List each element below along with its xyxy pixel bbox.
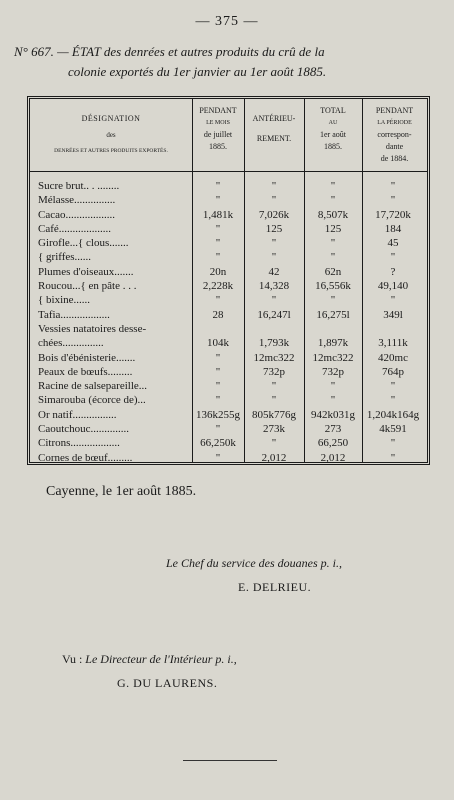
table-row bbox=[30, 265, 427, 279]
row-value: 62n bbox=[324, 265, 342, 278]
row-value: 17,720k bbox=[375, 208, 411, 221]
header-designation-line: DENRÉES ET AUTRES PRODUITS EXPORTÉS. bbox=[54, 148, 168, 154]
row-value: " bbox=[390, 180, 396, 192]
table-row bbox=[30, 408, 427, 422]
row-value: " bbox=[271, 194, 277, 207]
header-col-prior bbox=[244, 99, 304, 171]
row-value: 104k bbox=[207, 337, 229, 350]
header-line: PENDANT bbox=[375, 106, 414, 115]
row-value: " bbox=[215, 451, 221, 464]
row-label: Roucou...{ en pâte . . . bbox=[38, 280, 137, 293]
row-value: " bbox=[215, 380, 221, 393]
header-line: TOTAL bbox=[320, 106, 346, 115]
heading-line-2: colonie exportés du 1er janvier au 1er août 1885. bbox=[68, 64, 327, 79]
row-value: 49,140 bbox=[377, 280, 409, 293]
table-row bbox=[30, 365, 427, 379]
approval-prefix: Vu : bbox=[62, 652, 83, 666]
signature-title-customs: Le Chef du service des douanes p. i., bbox=[166, 556, 342, 570]
row-value: 805k776g bbox=[252, 408, 296, 421]
header-designation bbox=[30, 99, 192, 171]
header-line: de 1884. bbox=[380, 154, 409, 163]
row-value: 420mc bbox=[378, 351, 408, 364]
row-value: " bbox=[390, 380, 396, 393]
row-value: " bbox=[215, 294, 221, 307]
header-col-1884 bbox=[362, 99, 427, 171]
header-line: AU bbox=[328, 120, 338, 126]
table-row bbox=[30, 250, 427, 264]
row-value: 136k255g bbox=[196, 408, 240, 421]
table-row bbox=[30, 208, 427, 222]
row-value: " bbox=[271, 394, 277, 407]
row-value: 20n bbox=[209, 265, 227, 278]
header-line: 1885. bbox=[324, 142, 342, 151]
row-value: " bbox=[330, 194, 336, 207]
row-value: 2,012 bbox=[320, 451, 346, 464]
header-line: de juillet bbox=[203, 130, 233, 139]
header-line: dante bbox=[385, 142, 404, 151]
row-value: " bbox=[271, 251, 277, 264]
table-row bbox=[30, 451, 427, 465]
row-value: 2,012 bbox=[261, 451, 287, 464]
row-value: 184 bbox=[384, 222, 402, 235]
row-label: Girofle...{ clous....... bbox=[38, 237, 129, 250]
row-value: " bbox=[390, 451, 396, 464]
row-value: 1,793k bbox=[258, 337, 290, 350]
signature-name-director: G. DU LAURENS. bbox=[117, 676, 218, 690]
header-line: REMENT. bbox=[256, 134, 292, 143]
bottom-rule bbox=[183, 760, 277, 761]
row-value: 14,328 bbox=[258, 280, 290, 293]
header-designation-line: DÉSIGNATION bbox=[81, 114, 141, 123]
row-value: " bbox=[330, 380, 336, 393]
table-row bbox=[30, 179, 427, 193]
signature-name-customs: E. DELRIEU. bbox=[238, 580, 312, 594]
table-row bbox=[30, 308, 427, 322]
row-value: " bbox=[271, 380, 277, 393]
row-value: " bbox=[215, 194, 221, 207]
row-value: " bbox=[330, 394, 336, 407]
table-row bbox=[30, 351, 427, 365]
row-value: 28 bbox=[212, 308, 224, 321]
row-label: Mélasse............... bbox=[38, 194, 116, 207]
row-value: " bbox=[390, 394, 396, 407]
row-value: " bbox=[390, 251, 396, 264]
row-value: 66,250k bbox=[200, 437, 236, 450]
row-label: Bois d'ébénisterie....... bbox=[38, 351, 136, 364]
row-value: 125 bbox=[265, 222, 283, 235]
table-header bbox=[30, 99, 427, 172]
document-heading bbox=[14, 42, 444, 82]
row-label: Café................... bbox=[38, 222, 112, 235]
table-row bbox=[30, 336, 427, 350]
table-row bbox=[30, 279, 427, 293]
row-label: Citrons.................. bbox=[38, 437, 120, 450]
row-value: ? bbox=[390, 265, 396, 278]
row-value: " bbox=[215, 222, 221, 235]
row-label: Peaux de bœufs......... bbox=[38, 365, 133, 378]
heading-line-1: N° 667. — ÉTAT des denrées et autres produits du crû de la bbox=[14, 44, 325, 59]
row-value: 12mc322 bbox=[253, 351, 295, 364]
row-value: 1,481k bbox=[202, 208, 234, 221]
page-number: — 375 — bbox=[195, 14, 259, 29]
row-value: 3,111k bbox=[378, 337, 408, 350]
approval-line bbox=[62, 652, 237, 667]
row-value: " bbox=[215, 351, 221, 364]
row-value: " bbox=[271, 237, 277, 250]
row-label: Simarouba (écorce de)... bbox=[38, 394, 146, 407]
table-row bbox=[30, 436, 427, 450]
row-value: " bbox=[390, 294, 396, 307]
row-value: " bbox=[215, 251, 221, 264]
row-label: { griffes...... bbox=[38, 251, 92, 264]
row-label: { bixine...... bbox=[38, 294, 91, 307]
approval-title: Le Directeur de l'Intérieur p. i., bbox=[85, 652, 237, 666]
row-label: Caoutchouc.............. bbox=[38, 423, 130, 436]
table-row bbox=[30, 393, 427, 407]
header-line: LA PÉRIODE bbox=[377, 120, 412, 126]
row-value: 4k591 bbox=[379, 423, 407, 436]
exports-table bbox=[27, 96, 430, 465]
header-line: 1er août bbox=[320, 130, 346, 139]
row-value: 8,507k bbox=[317, 208, 349, 221]
row-value: 16,556k bbox=[315, 280, 351, 293]
row-value: " bbox=[330, 294, 336, 307]
row-value: 12mc322 bbox=[312, 351, 354, 364]
row-value: 764p bbox=[382, 365, 404, 378]
row-value: " bbox=[215, 237, 221, 250]
row-label: Cacao.................. bbox=[38, 208, 115, 221]
header-line: 1885. bbox=[209, 142, 227, 151]
row-value: " bbox=[390, 194, 396, 207]
row-value: " bbox=[271, 294, 277, 307]
row-value: 125 bbox=[324, 222, 342, 235]
row-value: 45 bbox=[387, 237, 399, 250]
row-label: Or natif................ bbox=[38, 408, 117, 421]
table-row bbox=[30, 222, 427, 236]
header-line: LE MOIS bbox=[206, 120, 230, 126]
table-row bbox=[30, 379, 427, 393]
row-label: Sucre brut.. . ........ bbox=[38, 180, 120, 192]
row-value: 1,897k bbox=[317, 337, 349, 350]
row-value: " bbox=[330, 180, 336, 192]
header-designation-line: des bbox=[106, 131, 116, 139]
header-line: PENDANT bbox=[199, 106, 237, 115]
row-value: 732p bbox=[322, 365, 344, 378]
row-value: 42 bbox=[268, 265, 280, 278]
row-label: Vessies natatoires desse- bbox=[38, 322, 147, 335]
row-label: Tafia.................. bbox=[38, 308, 110, 321]
row-value: " bbox=[215, 180, 221, 192]
row-value: 16,275l bbox=[316, 308, 350, 321]
row-value: 1,204k164g bbox=[366, 408, 420, 421]
row-value: 7,026k bbox=[258, 208, 290, 221]
header-col-month bbox=[192, 99, 244, 171]
row-value: " bbox=[271, 437, 277, 450]
table-row bbox=[30, 322, 427, 336]
table-row bbox=[30, 422, 427, 436]
row-label: Cornes de bœuf......... bbox=[38, 451, 133, 464]
table-row bbox=[30, 293, 427, 307]
place-date: Cayenne, le 1er août 1885. bbox=[46, 484, 197, 499]
header-col-total bbox=[304, 99, 362, 171]
table-body bbox=[30, 179, 427, 465]
row-value: 273 bbox=[324, 423, 342, 436]
row-value: " bbox=[215, 365, 221, 378]
row-value: " bbox=[330, 237, 336, 250]
row-value: " bbox=[271, 180, 277, 192]
table-row bbox=[30, 193, 427, 207]
row-value: " bbox=[330, 251, 336, 264]
row-value: 942k031g bbox=[311, 408, 355, 421]
row-value: " bbox=[390, 437, 396, 450]
table-row bbox=[30, 236, 427, 250]
row-value: 732p bbox=[263, 365, 285, 378]
row-label: chées............... bbox=[38, 337, 104, 350]
row-value: 349l bbox=[383, 308, 403, 321]
row-value: " bbox=[215, 394, 221, 407]
header-line: ANTÉRIEU- bbox=[252, 114, 296, 123]
row-value: 16,247l bbox=[257, 308, 291, 321]
row-label: Racine de salsepareille... bbox=[38, 380, 148, 393]
row-value: 66,250 bbox=[317, 437, 349, 450]
row-value: 273k bbox=[263, 423, 285, 436]
row-label: Plumes d'oiseaux....... bbox=[38, 265, 134, 278]
row-value: 2,228k bbox=[202, 280, 234, 293]
row-value: " bbox=[215, 423, 221, 436]
header-line: correspon- bbox=[377, 130, 412, 139]
